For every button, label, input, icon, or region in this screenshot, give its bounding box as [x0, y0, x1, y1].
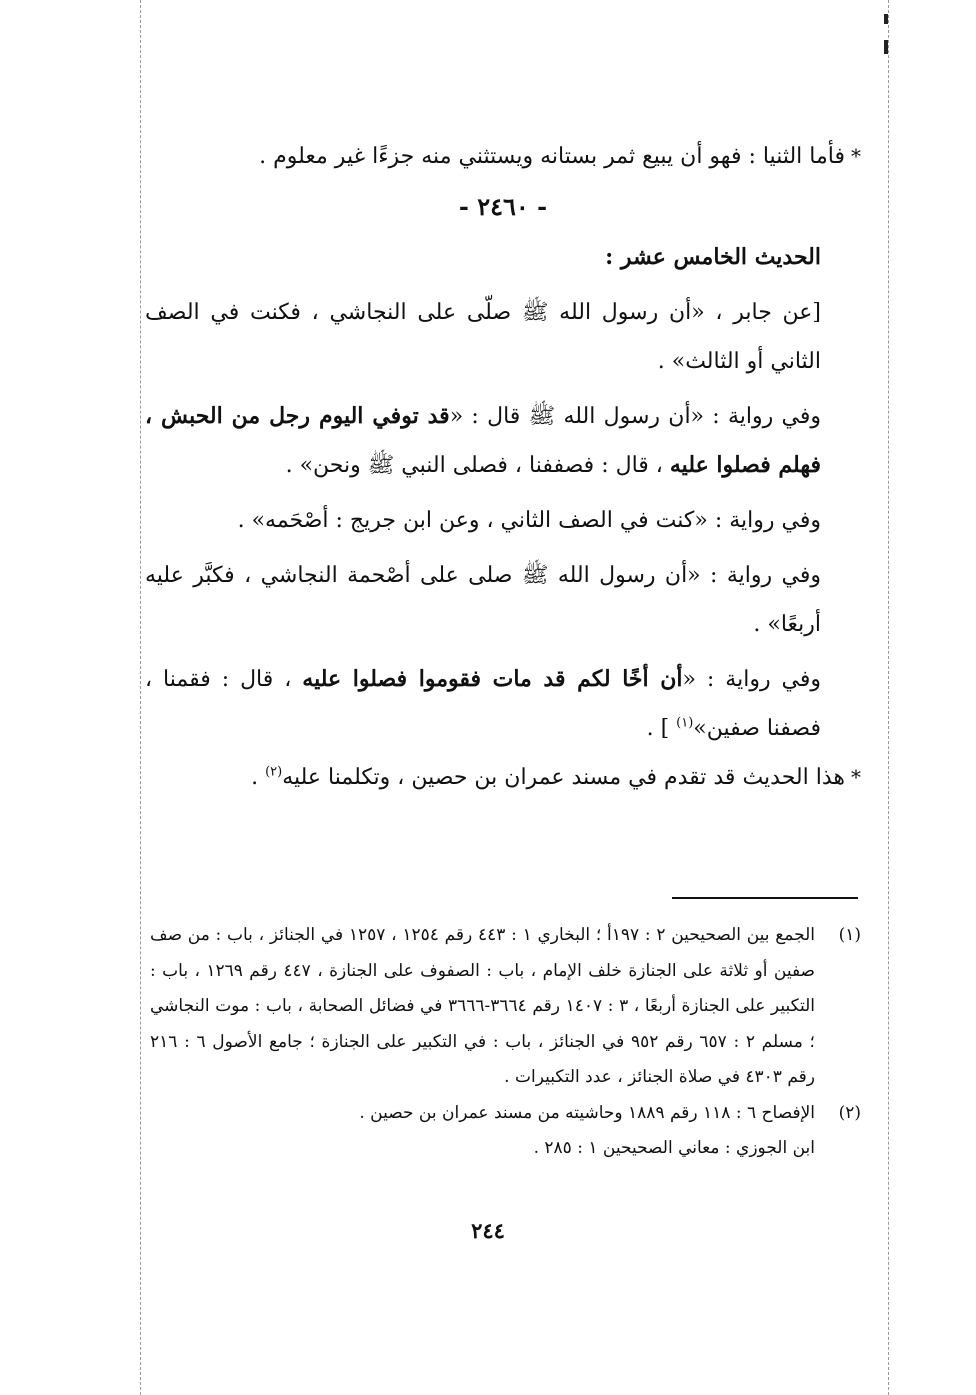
footnote-number: (١) [838, 925, 861, 945]
footnote-text: الجمع بين الصحيحين ٢ : ١٩٧أ ؛ البخاري ١ : ٤٤٣ رقم ١٢٥٤ ، ١٢٥٧ في الجنائز ، باب : من صف صفين أو ثلاثة على الجنازة خلف الإمام ، باب : الصفوف على الجنازة ، ٤٤٧ رقم ١٢٦٩ ، باب : التكبير على الجنازة أربعًا ، ٣ : ١٤٠٧ رقم ٣٦٦٤-٣٦٦٦ في فضائل الصحابة ، باب : موت النجاشي ؛ مسلم ٢ : ٦٥٧ رقم ٩٥٢ في الجنائز ، باب : في التكبير على الجنازة ؛ جامع الأصول ٦ : ٢١٦ رقم ٤٣٠٣ في صلاة الجنائز ، عدد التكبيرات . [150, 925, 815, 1087]
paragraph-riwaya-1: وفي رواية : «أن رسول الله ﷺ قال : «قد توفي اليوم رجل من الحبش ، فهلم فصلوا عليه ، قال : فصففنا ، فصلى النبي ﷺ ونحن» . [145, 403, 821, 478]
main-text [145, 132, 861, 802]
paragraph-note: *هذا الحديث قد تقدم في مسند عمران بن حصين ، وتكلمنا عليه$^{(٢)}$ . [251, 764, 861, 790]
scan-fold-line-left [140, 0, 141, 1395]
scan-fold-line-right [888, 0, 889, 1395]
scan-mark [884, 40, 888, 54]
paragraph-thunya: *فأما الثنيا : فهو أن يبيع ثمر بستانه ويستثني منه جزءًا غير معلوم . [259, 144, 861, 169]
footnote-2-continued: ابن الجوزي : معاني الصحيحين ١ : ٢٨٥ . [533, 1138, 815, 1158]
footnote-separator [672, 897, 858, 899]
asterisk-marker: * [851, 765, 861, 789]
footnote-number: (٢) [838, 1102, 861, 1123]
footnote-text: الإفصاح ٦ : ١١٨ رقم ١٨٨٩ وحاشيته من مسند عمران بن حصين . [359, 1102, 815, 1123]
hadith-number: - ٢٤٦٠ - [458, 192, 548, 221]
paragraph-hadith-text: [عن جابر ، «أن رسول الله ﷺ صلّى على النجاشي ، فكنت في الصف الثاني أو الثالث» . [145, 300, 822, 374]
hadith-heading: الحديث الخامس عشر : [605, 244, 821, 270]
footnote-ref-1: (١) [676, 715, 694, 731]
footnote-2 [150, 1096, 861, 1132]
paragraph-riwaya-2: وفي رواية : «كنت في الصف الثاني ، وعن ابن جريج : أصْحَمه» . [237, 508, 821, 533]
paragraph-riwaya-3: وفي رواية : «أن رسول الله ﷺ صلى على أصْحمة النجاشي ، فكبَّر عليه أربعًا» . [145, 563, 821, 637]
asterisk-marker: * [851, 144, 861, 168]
paragraph-riwaya-4: وفي رواية : «أن أخًا لكم قد مات فقوموا فصلوا عليه ، قال : فقمنا ، فصفنا صفين»$^{(١)}$ ] . [145, 666, 821, 741]
scan-mark [884, 14, 888, 24]
footnotes [150, 918, 861, 1167]
page-number: ٢٤٤ [471, 1218, 505, 1243]
footnote-1 [150, 918, 861, 1096]
footnote-ref-2: (٢) [265, 764, 283, 780]
